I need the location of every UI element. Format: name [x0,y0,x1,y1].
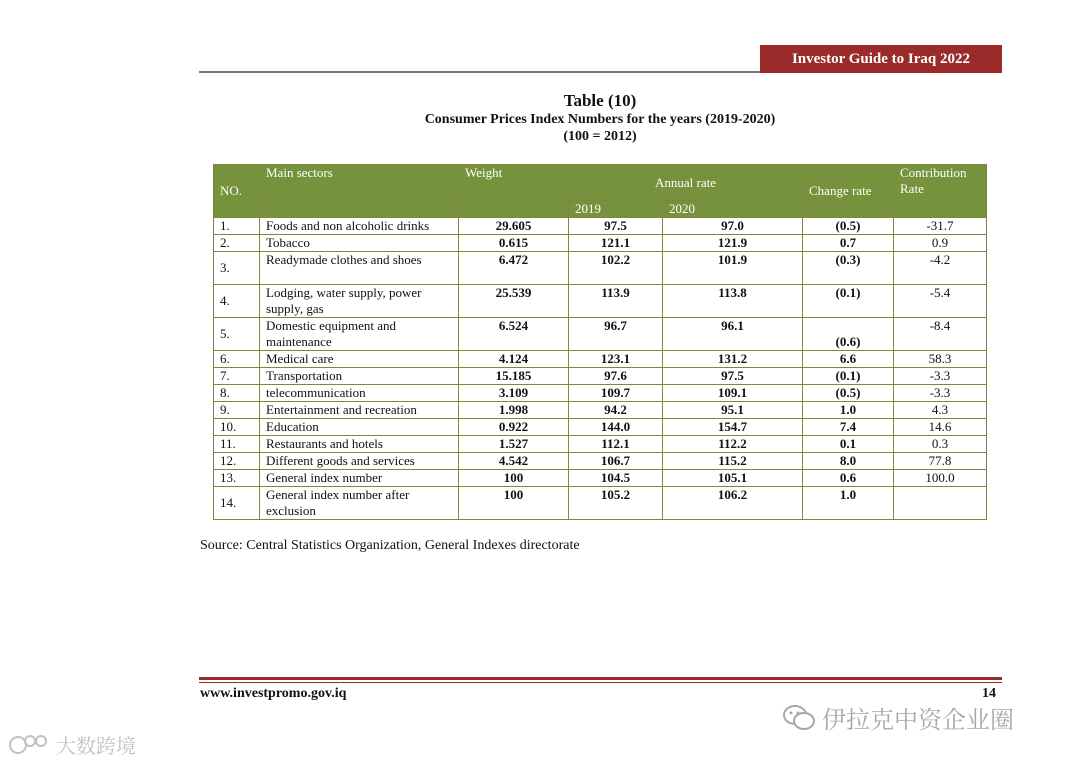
header-2020: 2020 [663,201,803,218]
watermark-right [782,700,1014,735]
source-note: Source: Central Statistics Organization, General Indexes directorate [200,538,580,553]
table-row: 5. Domestic equipment and maintenance 6.524 96.7 96.1 (0.6) -8.4 [214,318,987,351]
footer-url-link[interactable]: www.investpromo.gov.iq [200,686,347,701]
header-weight: Weight [459,165,569,201]
header-sector-blank [260,201,459,218]
table-row: 6. Medical care 4.124 123.1 131.2 6.6 58.3 [214,351,987,368]
table-row: 8. telecommunication 3.109 109.7 109.1 (0.5) -3.3 [214,385,987,402]
table-row: 12. Different goods and services 4.542 106.7 115.2 8.0 77.8 [214,453,987,470]
table-row: 2. Tobacco 0.615 121.1 121.9 0.7 0.9 [214,235,987,252]
header-contribution: Contribution Rate [894,165,987,218]
watermark-right-text: 伊拉克中资企业圈 [822,706,1014,734]
table-row: 11. Restaurants and hotels 1.527 112.1 112.2 0.1 0.3 [214,436,987,453]
watermark-left-text: 大数跨境 [56,734,136,758]
header-badge: Investor Guide to Iraq 2022 [760,45,1002,73]
table-row: 13. General index number 100 104.5 105.1 0.6 100.0 [214,470,987,487]
header-weight-blank [459,201,569,218]
header-sector: Main sectors [260,165,459,201]
wechat-icon [782,704,816,732]
footer-rule-thin [199,682,1002,683]
brand-logo-icon [8,733,50,757]
table-row: 1. Foods and non alcoholic drinks 29.605 97.5 97.0 (0.5) -31.7 [214,218,987,235]
header-2019: 2019 [569,201,663,218]
table-base: (100 = 2012) [563,129,637,144]
table-row: 4. Lodging, water supply, power supply, gas 25.539 113.9 113.8 (0.1) -5.4 [214,285,987,318]
table-row: 7. Transportation 15.185 97.6 97.5 (0.1) -3.3 [214,368,987,385]
table-row: 9. Entertainment and recreation 1.998 94.2 95.1 1.0 4.3 [214,402,987,419]
table-row: 3. Readymade clothes and shoes 6.472 102.2 101.9 (0.3) -4.2 [214,252,987,285]
header-no: NO. [214,165,260,218]
watermark-left [8,730,136,759]
table-number: Table (10) [563,91,637,110]
footer-rule [199,677,1002,680]
cpi-table [213,164,987,520]
page-number: 14 [982,686,996,701]
table-row: 10. Education 0.922 144.0 154.7 7.4 14.6 [214,419,987,436]
header-change-rate: Change rate [803,165,894,218]
table-titles [200,91,1000,145]
header-annual-rate: Annual rate [569,165,803,201]
table-row: 14. General index number after exclusion 100 105.2 106.2 1.0 [214,487,987,520]
table-subtitle: Consumer Prices Index Numbers for the years (2019-2020) [424,112,776,127]
